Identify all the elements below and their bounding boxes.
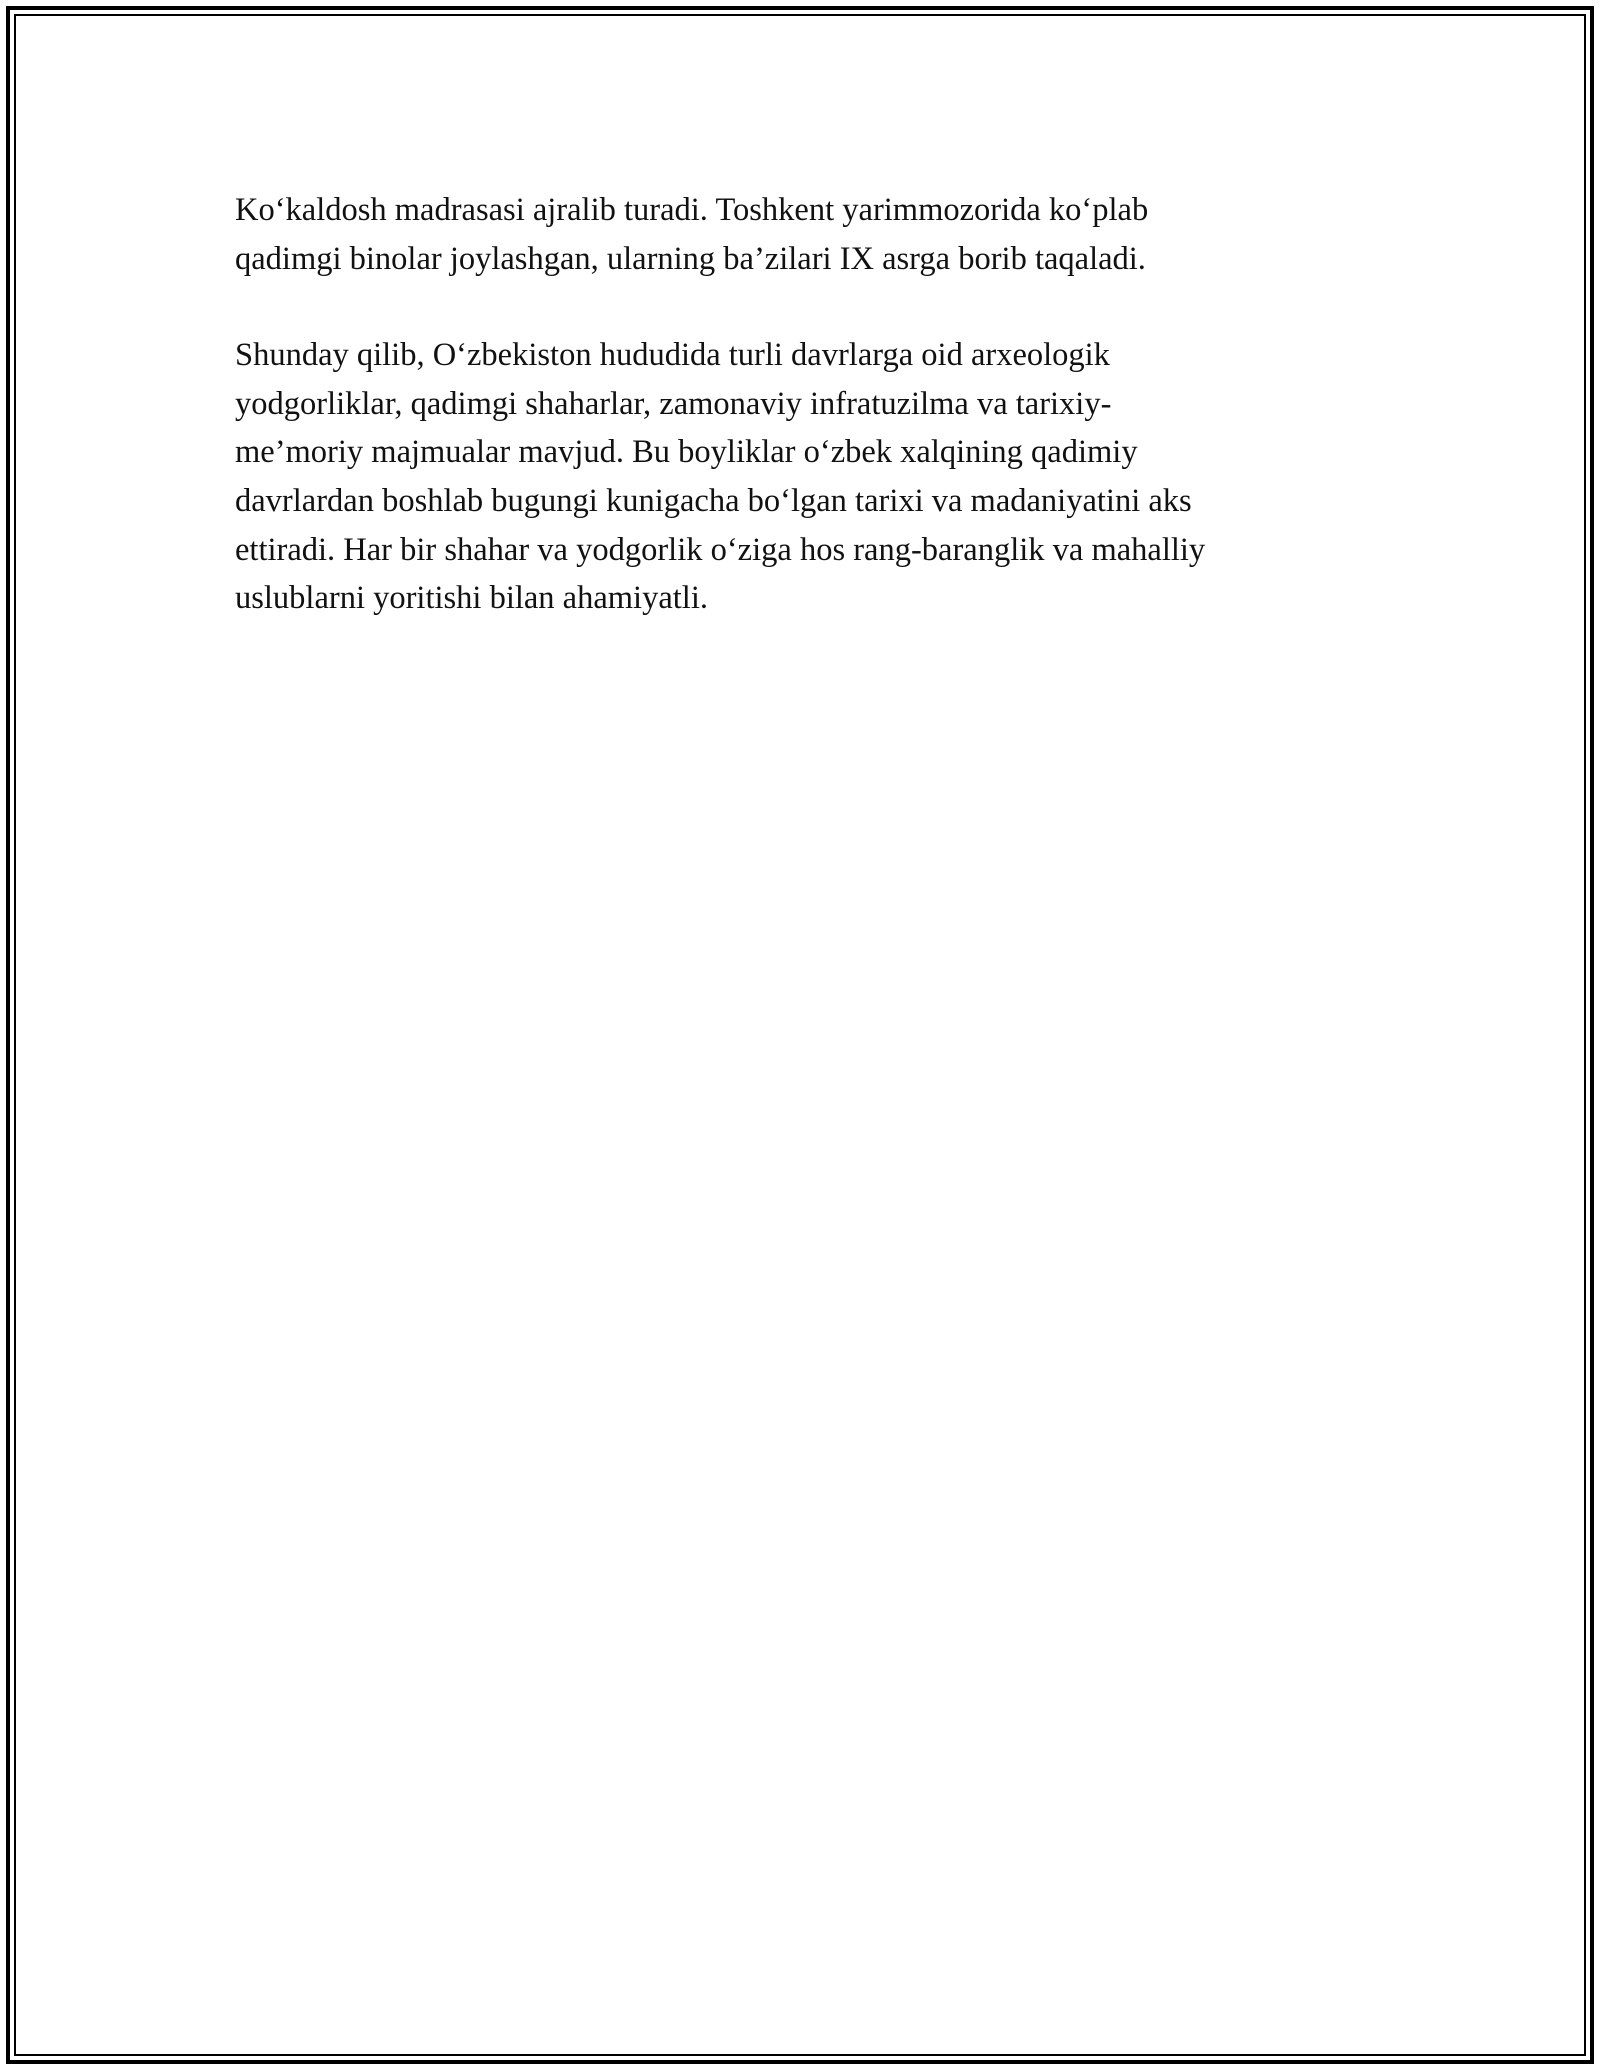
document-body [235,186,1365,671]
paragraph-2: Shunday qilib, O‘zbekiston hududida turli davrlarga oid arxeologik yodgorliklar, qadimgi shaharlar, zamonaviy infratuzilma va tarixiy- me’moriy majmualar mavjud. Bu boyliklar o‘zbek xalqining qadimiy davrlardan boshlab bugungi kunigacha bo‘lgan tarixi va madaniyatini aks ettiradi. Har bir shahar va yodgorlik o‘ziga hos rang-baranglik va mahalliy uslublarni yoritishi bilan ahamiyatli. [235,337,1206,617]
paragraph-1: Ko‘kaldosh madrasasi ajralib turadi. Toshkent yarimmozorida ko‘plab qadimgi binolar joylashgan, ularning ba’zilari IX asrga borib taqaladi. [235,192,1149,277]
